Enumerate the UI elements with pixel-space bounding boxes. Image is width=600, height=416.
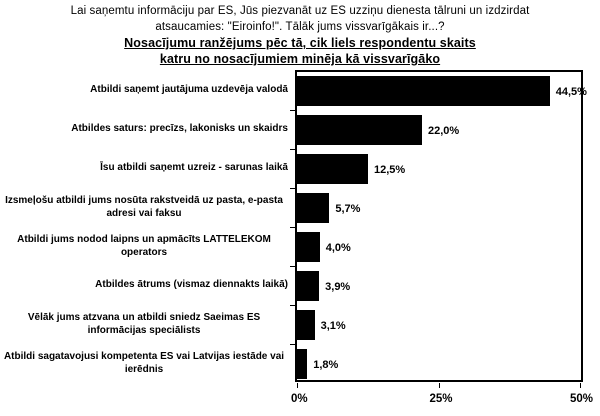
- y-axis-tick: [290, 149, 295, 150]
- bar-row: [297, 189, 581, 228]
- category-label: [0, 304, 295, 343]
- y-axis-tick: [290, 110, 295, 111]
- bar-value-label: 22,0%: [427, 124, 460, 137]
- y-axis-tick: [290, 266, 295, 267]
- chart-header: [0, 0, 600, 67]
- category-label: [0, 148, 295, 187]
- x-axis-tick: [297, 383, 298, 388]
- bar-value-label: 3,9%: [325, 280, 351, 293]
- plot-area: [295, 70, 587, 382]
- chart-title-line-1: Nosacījumu ranžējums pēc tā, cik liels respondentu skaits: [124, 36, 476, 50]
- bar: [297, 76, 550, 106]
- chart-body: [0, 70, 587, 382]
- y-axis-tick: [290, 344, 295, 345]
- bar-row: [297, 228, 581, 267]
- category-label: [0, 343, 295, 382]
- category-axis: [0, 70, 295, 382]
- bar-row: [297, 111, 581, 150]
- x-axis-tick: [439, 383, 440, 388]
- category-label-text: Atbildi jums nodod laipns un apmācīts LATTELEKOM operators: [17, 233, 271, 258]
- category-label-text: Atbildi saņemt jautājuma uzdevēja valodā: [90, 84, 288, 95]
- category-label: [0, 109, 295, 148]
- category-label-text: Atbildes ātrums (vismaz diennakts laikā): [95, 279, 288, 290]
- x-axis-tick: [580, 383, 581, 388]
- category-label: [0, 265, 295, 304]
- category-label: [0, 226, 295, 265]
- category-label-text: Vēlāk jums atzvana un atbildi sniedz Saeimas ES informācijas speciālists: [27, 311, 261, 336]
- x-axis: [291, 393, 593, 409]
- x-axis-tick-label: 0%: [291, 393, 308, 405]
- x-axis-tick-label: 50%: [569, 393, 593, 405]
- bar-value-label: 5,7%: [335, 202, 361, 215]
- x-axis-tick-label: 25%: [429, 393, 453, 405]
- bar-value-label: 3,1%: [320, 319, 346, 332]
- category-label-text: Atbildes saturs: precīzs, lakonisks un skaidrs: [71, 123, 288, 134]
- bar-value-label: 4,0%: [325, 241, 351, 254]
- bar-value-label: 44,5%: [555, 85, 587, 98]
- bar-value-label: 12,5%: [374, 163, 406, 176]
- y-axis-tick: [290, 188, 295, 189]
- bar-row: [297, 345, 581, 384]
- y-axis-tick: [290, 227, 295, 228]
- bar: [297, 154, 368, 184]
- bar-value-label: 1,8%: [313, 358, 339, 371]
- bar-row: [297, 306, 581, 345]
- bar: [297, 271, 319, 301]
- bar-row: [297, 72, 587, 111]
- bar: [297, 349, 307, 379]
- category-label-text: Izsmeļošu atbildi jums nosūta rakstveidā uz pasta, e-pasta adresi vai faksu: [5, 194, 283, 219]
- question-line-2: atsaucamies: "Eiroinfo!". Tālāk jums vissvarīgākais ir...?: [155, 21, 445, 33]
- category-label-text: Īsu atbildi saņemt uzreiz - sarunas laikā: [100, 162, 288, 173]
- y-axis-tick: [290, 305, 295, 306]
- category-label-text: Atbildi sagatavojusi kompetenta ES vai Latvijas iestāde vai ierēdnis: [3, 350, 285, 375]
- category-label: [0, 187, 295, 226]
- bar: [297, 193, 329, 223]
- bar: [297, 232, 320, 262]
- bar-row: [297, 267, 581, 306]
- bar: [297, 115, 422, 145]
- chart-title-line-2: katru no nosacījumiem minēja kā vissvarīgāko: [159, 52, 441, 66]
- category-label: [0, 70, 295, 109]
- question-line-1: Lai saņemtu informāciju par ES, Jūs piezvanāt uz ES uzziņu dienesta tālruni un izdzirdat: [70, 5, 530, 17]
- bar-row: [297, 150, 581, 189]
- bar: [297, 310, 315, 340]
